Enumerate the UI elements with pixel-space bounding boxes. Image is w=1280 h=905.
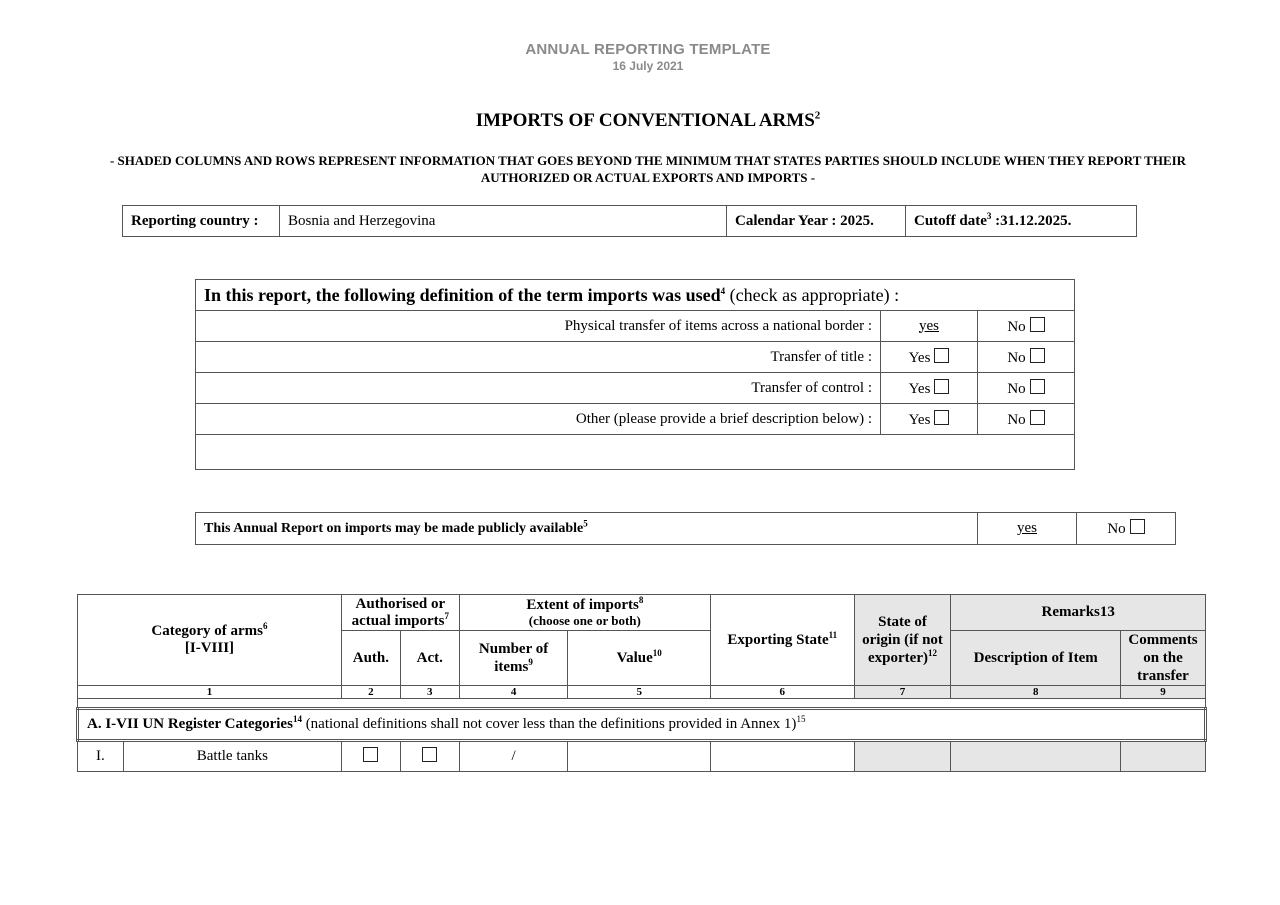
- public-label: This Annual Report on imports may be made publicly available$^5$: [196, 513, 978, 545]
- header-category: Category of arms$^6$ [I-VIII]: [78, 595, 342, 686]
- state-of-origin-cell[interactable]: [854, 741, 951, 772]
- col-number: 8: [951, 686, 1121, 699]
- header-act: Act.: [400, 631, 459, 686]
- checkbox-icon[interactable]: [1030, 348, 1045, 363]
- header-description: Description of Item: [951, 631, 1121, 686]
- col-number: 4: [459, 686, 568, 699]
- header-comments: Comments on the transfer: [1120, 631, 1205, 686]
- checkbox-icon[interactable]: [1130, 519, 1145, 534]
- control-transfer-no[interactable]: No: [978, 373, 1075, 404]
- checkbox-icon[interactable]: [1030, 410, 1045, 425]
- checkbox-icon[interactable]: [1030, 317, 1045, 332]
- other-description-field[interactable]: [196, 435, 1075, 470]
- definition-heading: In this report, the following definition of the term imports was used$^4$ (check as appropriate) :: [196, 280, 1075, 311]
- physical-transfer-yes[interactable]: yes: [881, 311, 978, 342]
- checkbox-icon[interactable]: [422, 747, 437, 762]
- control-transfer-yes[interactable]: Yes: [881, 373, 978, 404]
- header-extent: Extent of imports$^8$ (choose one or both): [459, 595, 710, 631]
- auth-cell[interactable]: [341, 741, 400, 772]
- header-exporting-state: Exporting State$^{11}$: [710, 595, 854, 686]
- col-number: 9: [1120, 686, 1205, 699]
- public-yes[interactable]: yes: [978, 513, 1077, 545]
- public-no[interactable]: No: [1077, 513, 1176, 545]
- other-yes[interactable]: Yes: [881, 404, 978, 435]
- definition-row-label: Transfer of title :: [196, 342, 881, 373]
- checkbox-icon[interactable]: [363, 747, 378, 762]
- checkbox-icon[interactable]: [934, 379, 949, 394]
- calendar-year[interactable]: Calendar Year : 2025.: [727, 206, 906, 237]
- imports-table: [76, 594, 1207, 772]
- exporting-state-cell[interactable]: [710, 741, 854, 772]
- header-remarks: Remarks13: [951, 595, 1206, 631]
- comments-cell[interactable]: [1120, 741, 1205, 772]
- public-availability-table: [195, 512, 1176, 545]
- country-field[interactable]: Bosnia and Herzegovina: [280, 206, 727, 237]
- country-label: Reporting country :: [123, 206, 280, 237]
- row-category-name: Battle tanks: [123, 741, 341, 772]
- subtitle: - SHADED COLUMNS AND ROWS REPRESENT INFORMATION THAT GOES BEYOND THE MINIMUM THAT STATES PARTIES SHOULD INCLUDE WHEN THEY REPORT THEIR AUTHORIZED OR ACTUAL EXPORTS AND IMPORTS -: [109, 153, 1187, 185]
- col-number: 1: [78, 686, 342, 699]
- definition-row-label: Other (please provide a brief description below) :: [196, 404, 881, 435]
- title-transfer-no[interactable]: No: [978, 342, 1075, 373]
- template-title: ANNUAL REPORTING TEMPLATE: [525, 41, 771, 58]
- header-number-of-items: Number of items$^9$: [459, 631, 568, 686]
- checkbox-icon[interactable]: [934, 348, 949, 363]
- checkbox-icon[interactable]: [1030, 379, 1045, 394]
- physical-transfer-no[interactable]: No: [978, 311, 1075, 342]
- description-cell[interactable]: [951, 741, 1121, 772]
- col-number: 5: [568, 686, 711, 699]
- definition-row-label: Transfer of control :: [196, 373, 881, 404]
- value-cell[interactable]: [568, 741, 711, 772]
- template-date: 16 July 2021: [612, 59, 684, 73]
- page-title: IMPORTS OF CONVENTIONAL ARMS$^2$: [475, 109, 821, 131]
- header-auth-actual: Authorised or actual imports$^7$: [341, 595, 459, 631]
- table-row: [78, 741, 1206, 772]
- report-info-table: [122, 205, 1137, 237]
- col-number: 7: [854, 686, 951, 699]
- cutoff-date[interactable]: Cutoff date$^3$ :31.12.2025.: [906, 206, 1137, 237]
- header-state-of-origin: State of origin (if not exporter)$^{12}$: [854, 595, 951, 686]
- act-cell[interactable]: [400, 741, 459, 772]
- header-auth: Auth.: [341, 631, 400, 686]
- title-transfer-yes[interactable]: Yes: [881, 342, 978, 373]
- number-of-items-cell[interactable]: /: [459, 741, 568, 772]
- checkbox-icon[interactable]: [934, 410, 949, 425]
- definition-table: [195, 279, 1075, 470]
- other-no[interactable]: No: [978, 404, 1075, 435]
- section-a-heading: A. I-VII UN Register Categories$^{14}$ (national definitions shall not cover less than the definitions provided in Annex 1)$^{15}$: [78, 709, 1206, 741]
- col-number: 2: [341, 686, 400, 699]
- row-roman-numeral: I.: [78, 741, 124, 772]
- definition-row-label: Physical transfer of items across a national border :: [196, 311, 881, 342]
- header-value: Value$^{10}$: [568, 631, 711, 686]
- col-number: 6: [710, 686, 854, 699]
- col-number: 3: [400, 686, 459, 699]
